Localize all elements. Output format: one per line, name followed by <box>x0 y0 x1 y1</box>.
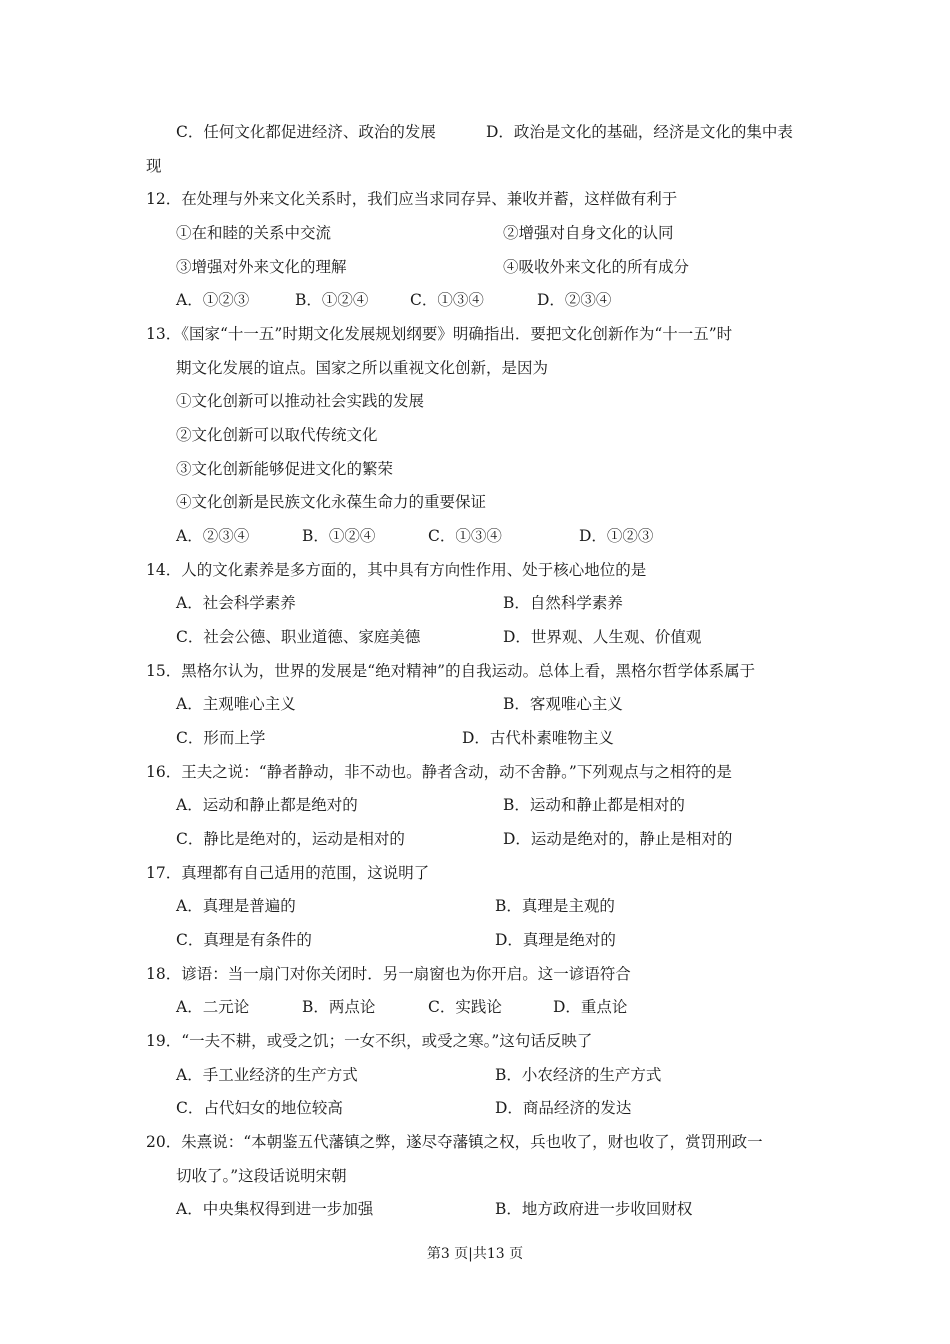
text-line: D．运动是绝对的，静止是相对的 <box>503 830 733 848</box>
text-line: 13．《国家“十一五”时期文化发展规划纲要》明确指出．要把文化创新作为“十一五”时 <box>146 325 733 343</box>
text-line: A．中央集权得到进一步加强 <box>176 1200 374 1218</box>
text-line: 15．黑格尔认为，世界的发展是“绝对精神”的自我运动。总体上看，黑格尔哲学体系属于 <box>146 662 756 680</box>
text-line: D．②③④ <box>537 291 612 309</box>
text-line: ①在和睦的关系中交流 <box>176 224 332 242</box>
text-line: A．②③④ <box>176 527 250 545</box>
text-line: B．运动和静止都是相对的 <box>503 796 685 814</box>
text-line: 18．谚语：当一扇门对你关闭时．另一扇窗也为你开启。这一谚语符合 <box>146 965 631 983</box>
text-line: A．社会科学素养 <box>176 594 296 612</box>
text-line: A．真理是普遍的 <box>176 897 296 915</box>
text-line: A．①②③ <box>176 291 250 309</box>
text-line: A．手工业经济的生产方式 <box>176 1066 358 1084</box>
text-line: D．古代朴素唯物主义 <box>462 729 614 747</box>
text-line: B．①②④ <box>295 291 369 309</box>
text-line: B．两点论 <box>302 998 376 1016</box>
text-line: B．①②④ <box>302 527 376 545</box>
text-line: B．地方政府进一步收回财权 <box>495 1200 693 1218</box>
text-line: C．形而上学 <box>176 729 266 747</box>
text-line: A．主观唯心主义 <box>176 695 296 713</box>
text-line: C．静比是绝对的，运动是相对的 <box>176 830 405 848</box>
text-line: C．①③④ <box>410 291 484 309</box>
text-line: 现 <box>146 157 162 175</box>
text-line: ③增强对外来文化的理解 <box>176 258 347 276</box>
text-line: ③文化创新能够促进文化的繁荣 <box>176 460 394 478</box>
text-line: C．真理是有条件的 <box>176 931 312 949</box>
text-line: 14．人的文化素养是多方面的，其中具有方向性作用、处于核心地位的是 <box>146 561 647 579</box>
text-line: C．实践论 <box>428 998 502 1016</box>
text-line: C．社会公德、职业道德、家庭美德 <box>176 628 421 646</box>
text-line: ④文化创新是民族文化永葆生命力的重要保证 <box>176 493 487 511</box>
text-line: D．重点论 <box>553 998 628 1016</box>
text-line: D．真理是绝对的 <box>495 931 616 949</box>
text-line: A．运动和静止都是绝对的 <box>176 796 358 814</box>
text-line: 16．王夫之说：“静者静动，非不动也。静者含动，动不舍静。”下列观点与之相符的是 <box>146 763 732 781</box>
text-line: B．小农经济的生产方式 <box>495 1066 662 1084</box>
text-line: D．商品经济的发达 <box>495 1099 632 1117</box>
text-line: 17．真理都有自己适用的范围，这说明了 <box>146 864 430 882</box>
text-line: B．真理是主观的 <box>495 897 615 915</box>
text-line: 切收了。”这段话说明宋朝 <box>176 1167 347 1185</box>
text-line: B．自然科学素养 <box>503 594 623 612</box>
text-line: C．①③④ <box>428 527 502 545</box>
text-line: ②增强对自身文化的认同 <box>503 224 674 242</box>
text-line: D．①②③ <box>579 527 654 545</box>
text-line: D．世界观、人生观、价值观 <box>503 628 702 646</box>
text-line: 期文化发展的谊点。国家之所以重视文化创新，是因为 <box>176 359 549 377</box>
text-line: ①文化创新可以推动社会实践的发展 <box>176 392 425 410</box>
text-line: C．任何文化都促进经济、政治的发展 <box>176 123 436 141</box>
text-line: C．占代妇女的地位较高 <box>176 1099 343 1117</box>
text-line: 20．朱熹说：“本朝鉴五代藩镇之弊，遂尽夺藩镇之权，兵也收了，财也收了，赏罚刑政一 <box>146 1133 763 1151</box>
text-line: ②文化创新可以取代传统文化 <box>176 426 378 444</box>
text-line: ④吸收外来文化的所有成分 <box>503 258 690 276</box>
text-line: 12．在处理与外来文化关系时，我们应当求同存异、兼收并蓄，这样做有利于 <box>146 190 678 208</box>
text-line: 19．“一夫不耕，或受之饥；一女不织，或受之寒。”这句话反映了 <box>146 1032 593 1050</box>
text-line: D．政治是文化的基础，经济是文化的集中表 <box>486 123 793 141</box>
text-line: B．客观唯心主义 <box>503 695 623 713</box>
text-line: A．二元论 <box>176 998 250 1016</box>
page-footer: 第3 页|共13 页 <box>426 1246 524 1262</box>
